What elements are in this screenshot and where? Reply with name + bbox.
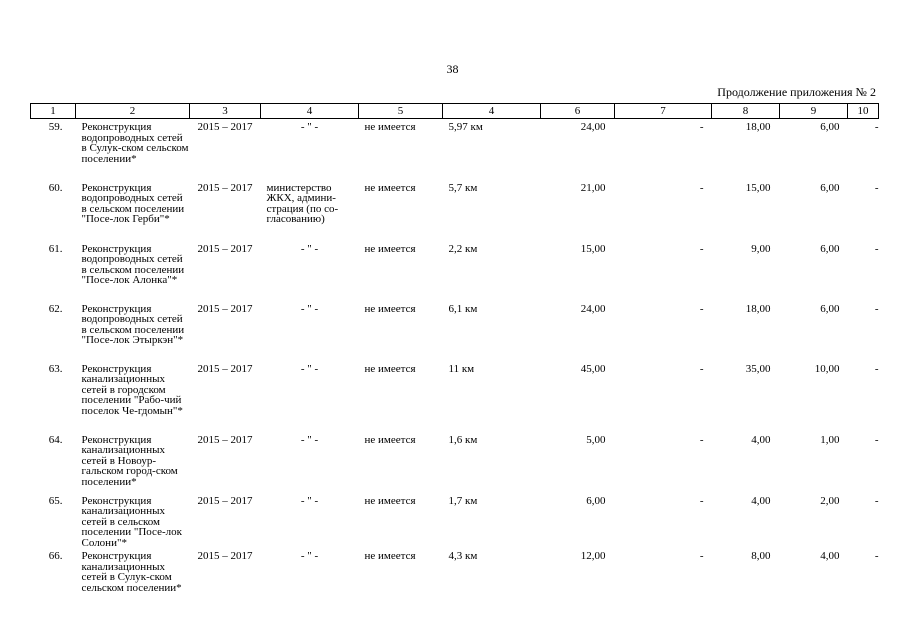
documentation: не имеется: [364, 550, 416, 562]
column-7: -: [699, 242, 704, 255]
column-10: -: [874, 362, 879, 375]
documentation: не имеется: [364, 242, 416, 255]
table-row: [31, 301, 879, 361]
table-row: [31, 361, 879, 432]
period: 2015 – 2017: [197, 121, 253, 133]
documentation: не имеется: [364, 302, 416, 315]
column-9: 2,00: [820, 494, 840, 507]
capacity: 1,6 км: [448, 433, 478, 446]
period: 2015 – 2017: [197, 362, 253, 375]
header-cell: 2: [76, 104, 190, 119]
column-7: -: [699, 121, 704, 133]
column-8: 35,00: [745, 362, 771, 375]
header-cell: 9: [780, 104, 848, 119]
header-cell: 4: [443, 104, 541, 119]
column-10: -: [874, 181, 879, 194]
page-number: 38: [446, 62, 459, 76]
table-row: [31, 241, 879, 301]
period: 2015 – 2017: [197, 181, 253, 194]
header-cell: 6: [541, 104, 615, 119]
column-10: -: [874, 121, 879, 133]
period: 2015 – 2017: [197, 550, 253, 562]
documentation: не имеется: [364, 181, 416, 194]
documentation: не имеется: [364, 121, 416, 133]
project-name: Реконструкция канализационных сетей в Сулук-ском сельском поселении*: [81, 550, 182, 594]
row-number: 63.: [48, 362, 63, 375]
project-name: Реконструкция канализационных сетей в Новоур-гальском город-ском поселении*: [81, 433, 178, 488]
column-7: -: [699, 362, 704, 375]
responsible: - " -: [300, 302, 319, 315]
project-name: Реконструкция водопроводных сетей в сельском поселении "Посе-лок Герби"*: [81, 181, 185, 225]
total-cost: 15,00: [580, 242, 606, 255]
table-row: [31, 548, 879, 603]
column-9: 6,00: [820, 121, 840, 133]
capacity: 4,3 км: [448, 550, 478, 562]
responsible: - " -: [300, 550, 319, 562]
column-9: 4,00: [820, 550, 840, 562]
continuation-title: Продолжение приложения № 2: [717, 85, 876, 99]
column-7: -: [699, 302, 704, 315]
period: 2015 – 2017: [197, 433, 253, 446]
project-name: Реконструкция водопроводных сетей в Сулук-ском сельском поселении*: [81, 121, 189, 165]
header-cell: 4: [261, 104, 359, 119]
documentation: не имеется: [364, 433, 416, 446]
column-10: -: [874, 302, 879, 315]
column-10: -: [874, 433, 879, 446]
column-7: -: [699, 433, 704, 446]
header-row: [31, 104, 879, 119]
project-name: Реконструкция водопроводных сетей в сельском поселении "Посе-лок Этыркэн"*: [81, 302, 185, 346]
total-cost: 6,00: [586, 494, 606, 507]
total-cost: 12,00: [580, 550, 606, 562]
total-cost: 24,00: [580, 121, 606, 133]
total-cost: 5,00: [586, 433, 606, 446]
documentation: не имеется: [364, 362, 416, 375]
column-9: 6,00: [820, 302, 840, 315]
documentation: не имеется: [364, 494, 416, 507]
column-8: 4,00: [751, 433, 771, 446]
row-number: 62.: [48, 302, 63, 315]
table-row: [31, 119, 879, 180]
column-9: 6,00: [820, 181, 840, 194]
row-number: 65.: [48, 494, 63, 507]
responsible: - " -: [300, 242, 319, 255]
responsible: - " -: [300, 494, 319, 507]
capacity: 5,97 км: [448, 121, 483, 133]
header-cell: 7: [615, 104, 712, 119]
column-8: 15,00: [745, 181, 771, 194]
column-8: 4,00: [751, 494, 771, 507]
column-10: -: [874, 494, 879, 507]
column-9: 10,00: [814, 362, 840, 375]
table-row: [31, 180, 879, 241]
project-name: Реконструкция канализационных сетей в городском поселении "Рабо-чий поселок Че-гдомын"*: [81, 362, 183, 417]
row-number: 61.: [48, 242, 63, 255]
program-table: [30, 103, 879, 603]
column-8: 9,00: [751, 242, 771, 255]
table-row: [31, 493, 879, 549]
project-name: Реконструкция канализационных сетей в сельском поселении "Посе-лок Солони"*: [81, 494, 182, 549]
column-7: -: [699, 550, 704, 562]
responsible: - " -: [300, 121, 319, 133]
period: 2015 – 2017: [197, 302, 253, 315]
column-10: -: [874, 242, 879, 255]
column-8: 18,00: [745, 121, 771, 133]
column-8: 18,00: [745, 302, 771, 315]
capacity: 5,7 км: [448, 181, 478, 194]
table-row: [31, 432, 879, 493]
column-9: 1,00: [820, 433, 840, 446]
header-cell: 10: [848, 104, 879, 119]
column-7: -: [699, 494, 704, 507]
project-name: Реконструкция водопроводных сетей в сельском поселении "Посе-лок Алонка"*: [81, 242, 185, 286]
period: 2015 – 2017: [197, 494, 253, 507]
total-cost: 24,00: [580, 302, 606, 315]
responsible: - " -: [300, 362, 319, 375]
column-10: -: [874, 550, 879, 562]
row-number: 59.: [48, 121, 63, 133]
header-cell: 5: [359, 104, 443, 119]
capacity: 2,2 км: [448, 242, 478, 255]
column-7: -: [699, 181, 704, 194]
header-cell: 1: [31, 104, 76, 119]
header-cell: 3: [190, 104, 261, 119]
row-number: 60.: [48, 181, 63, 194]
header-cell: 8: [712, 104, 780, 119]
period: 2015 – 2017: [197, 242, 253, 255]
total-cost: 45,00: [580, 362, 606, 375]
row-number: 64.: [48, 433, 63, 446]
column-9: 6,00: [820, 242, 840, 255]
responsible: - " -: [300, 433, 319, 446]
column-8: 8,00: [751, 550, 771, 562]
responsible: министерство ЖКХ, админи-страция (по со-гласованию): [266, 181, 339, 225]
row-number: 66.: [48, 550, 63, 562]
capacity: 6,1 км: [448, 302, 478, 315]
capacity: 11 км: [448, 362, 475, 375]
capacity: 1,7 км: [448, 494, 478, 507]
total-cost: 21,00: [580, 181, 606, 194]
